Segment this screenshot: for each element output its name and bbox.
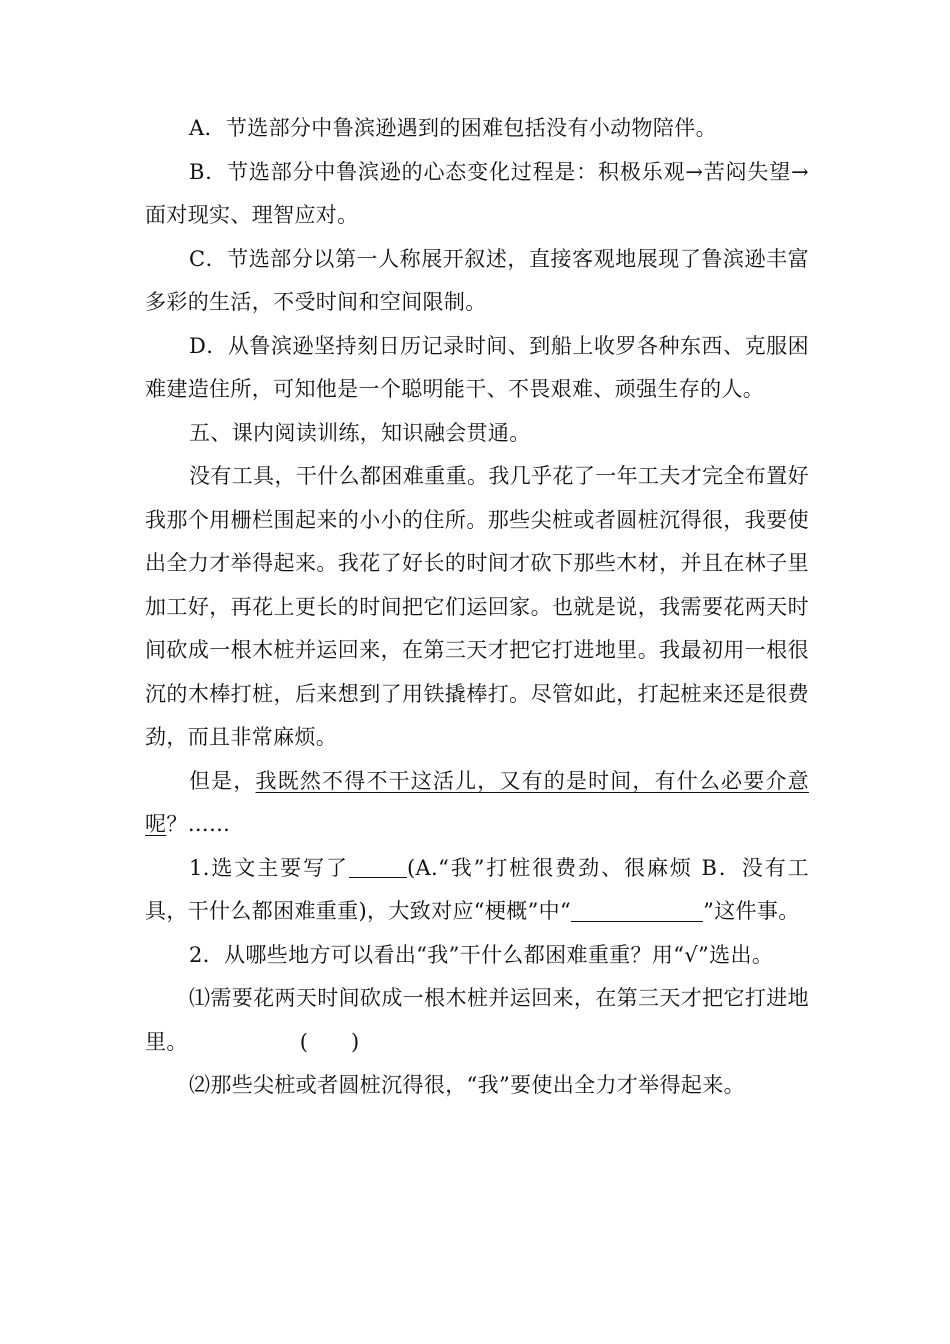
passage-paragraph-2-tail: ？……	[166, 812, 231, 836]
question-2-item-2: ⑵那些尖桩或者圆桩沉得很，“我”要使出全力才举得起来。	[189, 1073, 745, 1097]
option-d: D．从鲁滨逊坚持刻日历记录时间、到船上收罗各种东西、克服困难建造住所，可知他是一个聪明能干、不畏艰难、顽强生存的人。	[145, 333, 809, 401]
option-a: A．节选部分中鲁滨逊遇到的困难包括没有小动物陪伴。	[189, 116, 717, 140]
question-1-stem: 1.选文主要写了	[189, 855, 349, 880]
passage-paragraph-2	[145, 760, 809, 847]
section-title: 五、课内阅读训练，知识融会贯通。	[189, 420, 531, 445]
question-1-end: ”这件事。	[703, 899, 800, 923]
question-2: 2．从哪些地方可以看出“我”干什么都困难重重？用“√”选出。	[189, 942, 774, 967]
passage-paragraph-2-lead: 但是，	[189, 768, 256, 793]
question-1-options: (A.“我”打桩很费劲、很麻烦 B．没有工具，干什么都困难重重)，大致对应“梗概”中“	[145, 855, 809, 923]
answer-blank-event[interactable]	[571, 900, 703, 922]
answer-parentheses[interactable]: ( )	[299, 1029, 360, 1054]
question-2-item-1-text: ⑴需要花两天时间砍成一根木桩并运回来，在第三天才把它打进地里。	[145, 986, 809, 1054]
document-body	[145, 107, 809, 1108]
underlined-sentence: 我既然不得不干这活儿，又有的是时间，有什么必要介意呢	[145, 768, 809, 836]
option-b: B．节选部分中鲁滨逊的心态变化过程是：积极乐观→苦闷失望→面对现实、理智应对。	[145, 159, 809, 227]
passage-paragraph-1: 没有工具，干什么都困难重重。我几乎花了一年工夫才完全布置好我那个用栅栏围起来的小小的住所。那些尖桩或者圆桩沉得很，我要使出全力才举得起来。我花了好长的时间才砍下那些木材，并且在林子里加工好，再花上更长的时间把它们运回家。也就是说，我需要花两天时间砍成一根木桩并运回来，在第三天才把它打进地里。我最初用一根很沉的木棒打桩，后来想到了用铁撬棒打。尽管如此，打起桩来还是很费劲，而且非常麻烦。	[145, 464, 809, 749]
option-c: C．节选部分以第一人称展开叙述，直接客观地展现了鲁滨逊丰富多彩的生活，不受时间和空间限制。	[145, 246, 809, 314]
answer-blank-choice[interactable]	[349, 856, 407, 878]
question-2-item-1	[145, 977, 809, 1064]
question-1	[145, 847, 809, 934]
